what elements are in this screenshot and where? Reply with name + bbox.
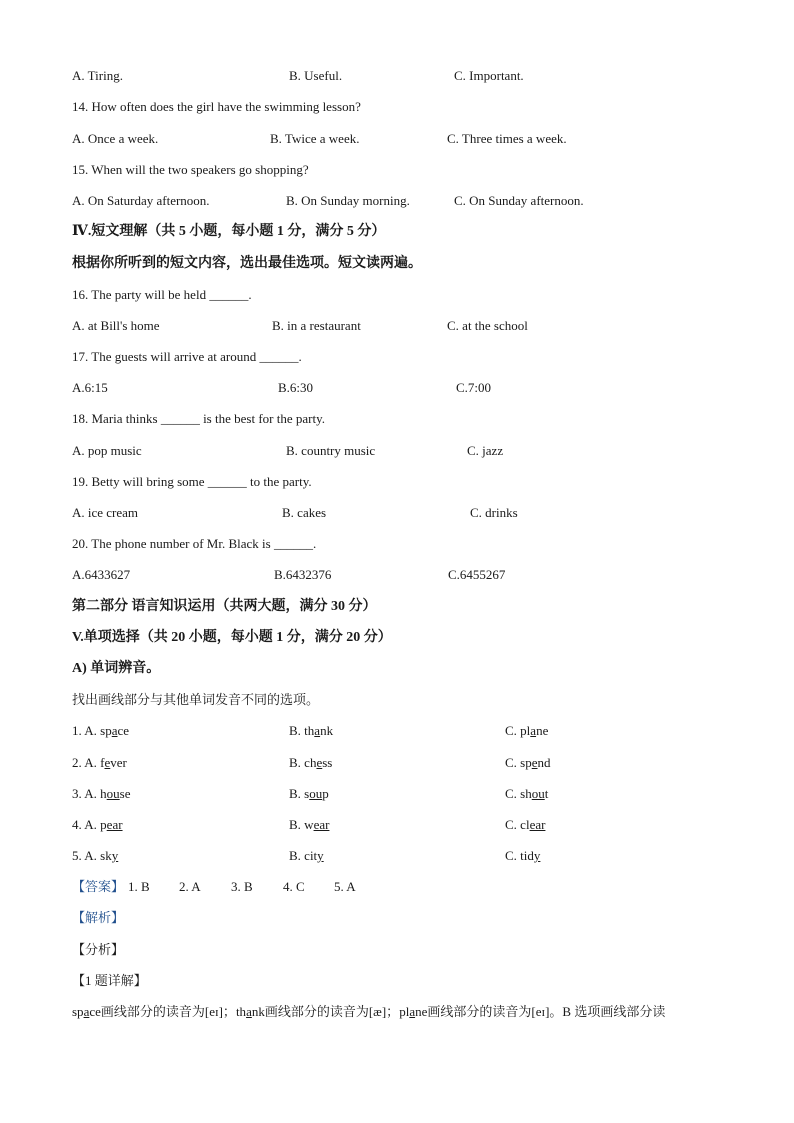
q16-option-a: A. at Bill's home bbox=[72, 318, 160, 333]
answer-item: 1. B bbox=[128, 879, 150, 894]
phonics-option-a: 3. A. house bbox=[72, 786, 131, 801]
q15-option-a: A. On Saturday afternoon. bbox=[72, 193, 210, 208]
q13-option-a: A. Tiring. bbox=[72, 68, 123, 83]
phonics-option-b: B. wear bbox=[289, 817, 330, 832]
q19-option-b: B. cakes bbox=[282, 505, 327, 520]
section-5-sub-a: A) 单词辨音。 bbox=[72, 661, 161, 676]
q19-option-a: A. ice cream bbox=[72, 505, 139, 520]
q17-option-b: B.6:30 bbox=[278, 380, 314, 395]
q19-option-c: C. drinks bbox=[470, 505, 518, 520]
section-4-heading: Ⅳ.短文理解（共 5 小题，每小题 1 分，满分 5 分） bbox=[72, 224, 386, 239]
answer-item: 3. B bbox=[231, 879, 253, 894]
q16-question: 16. The party will be held ______. bbox=[72, 287, 252, 302]
phonics-option-b: B. chess bbox=[289, 755, 333, 770]
answer-item: 2. A bbox=[179, 879, 201, 894]
q15-option-b: B. On Sunday morning. bbox=[286, 193, 410, 208]
phonics-option-a: 2. A. fever bbox=[72, 755, 127, 770]
q17-option-a: A.6:15 bbox=[72, 380, 108, 395]
q18-question: 18. Maria thinks ______ is the best for the party. bbox=[72, 411, 325, 426]
q18-option-a: A. pop music bbox=[72, 443, 142, 458]
answer-item: 5. A bbox=[334, 879, 356, 894]
fenxi-tag: 【分析】 bbox=[72, 942, 125, 957]
phonics-option-b: B. city bbox=[289, 848, 324, 863]
q20-option-c: C.6455267 bbox=[448, 567, 506, 582]
q20-option-b: B.6432376 bbox=[274, 567, 332, 582]
q14-option-a: A. Once a week. bbox=[72, 131, 159, 146]
q16-option-b: B. in a restaurant bbox=[272, 318, 361, 333]
answer-item: 4. C bbox=[283, 879, 305, 894]
detail-tag: 【1 题详解】 bbox=[72, 973, 147, 988]
q15-option-c: C. On Sunday afternoon. bbox=[454, 193, 584, 208]
q16-option-c: C. at the school bbox=[447, 318, 528, 333]
section-4-instruction: 根据你所听到的短文内容，选出最佳选项。短文读两遍。 bbox=[72, 256, 422, 271]
phonics-option-c: C. shout bbox=[505, 786, 549, 801]
q14-option-b: B. Twice a week. bbox=[270, 131, 360, 146]
q15-question: 15. When will the two speakers go shopping? bbox=[72, 162, 309, 177]
phonics-option-b: B. soup bbox=[289, 786, 329, 801]
phonics-option-a: 5. A. sky bbox=[72, 848, 119, 863]
q19-question: 19. Betty will bring some ______ to the party. bbox=[72, 474, 312, 489]
phonics-option-c: C. clear bbox=[505, 817, 546, 832]
q20-option-a: A.6433627 bbox=[72, 567, 131, 582]
analysis-tag: 【解析】 bbox=[72, 910, 125, 925]
phonics-option-c: C. tidy bbox=[505, 848, 541, 863]
q20-question: 20. The phone number of Mr. Black is ______. bbox=[72, 536, 317, 551]
phonics-option-c: C. spend bbox=[505, 755, 551, 770]
section-5-heading: V.单项选择（共 20 小题，每小题 1 分，满分 20 分） bbox=[72, 630, 392, 645]
phonics-option-b: B. thank bbox=[289, 723, 334, 738]
phonics-option-a: 1. A. space bbox=[72, 723, 130, 738]
part-2-heading: 第二部分 语言知识运用（共两大题，满分 30 分） bbox=[72, 599, 377, 614]
explanation-line: space画线部分的读音为[eɪ]；thank画线部分的读音为[æ]；plane画线部分的读音为[eɪ]。B 选项画线部分读 bbox=[72, 1004, 666, 1019]
q14-option-c: C. Three times a week. bbox=[447, 131, 567, 146]
q13-option-c: C. Important. bbox=[454, 68, 524, 83]
phonics-option-c: C. plane bbox=[505, 723, 549, 738]
answer-tag: 【答案】 bbox=[72, 879, 125, 894]
phonics-option-a: 4. A. pear bbox=[72, 817, 123, 832]
q18-option-b: B. country music bbox=[286, 443, 376, 458]
q18-option-c: C. jazz bbox=[467, 443, 504, 458]
section-5-instruction: 找出画线部分与其他单词发音不同的选项。 bbox=[72, 692, 320, 707]
q14-question: 14. How often does the girl have the swimming lesson? bbox=[72, 99, 361, 114]
q17-option-c: C.7:00 bbox=[456, 380, 492, 395]
q17-question: 17. The guests will arrive at around ______. bbox=[72, 349, 302, 364]
q13-option-b: B. Useful. bbox=[289, 68, 343, 83]
